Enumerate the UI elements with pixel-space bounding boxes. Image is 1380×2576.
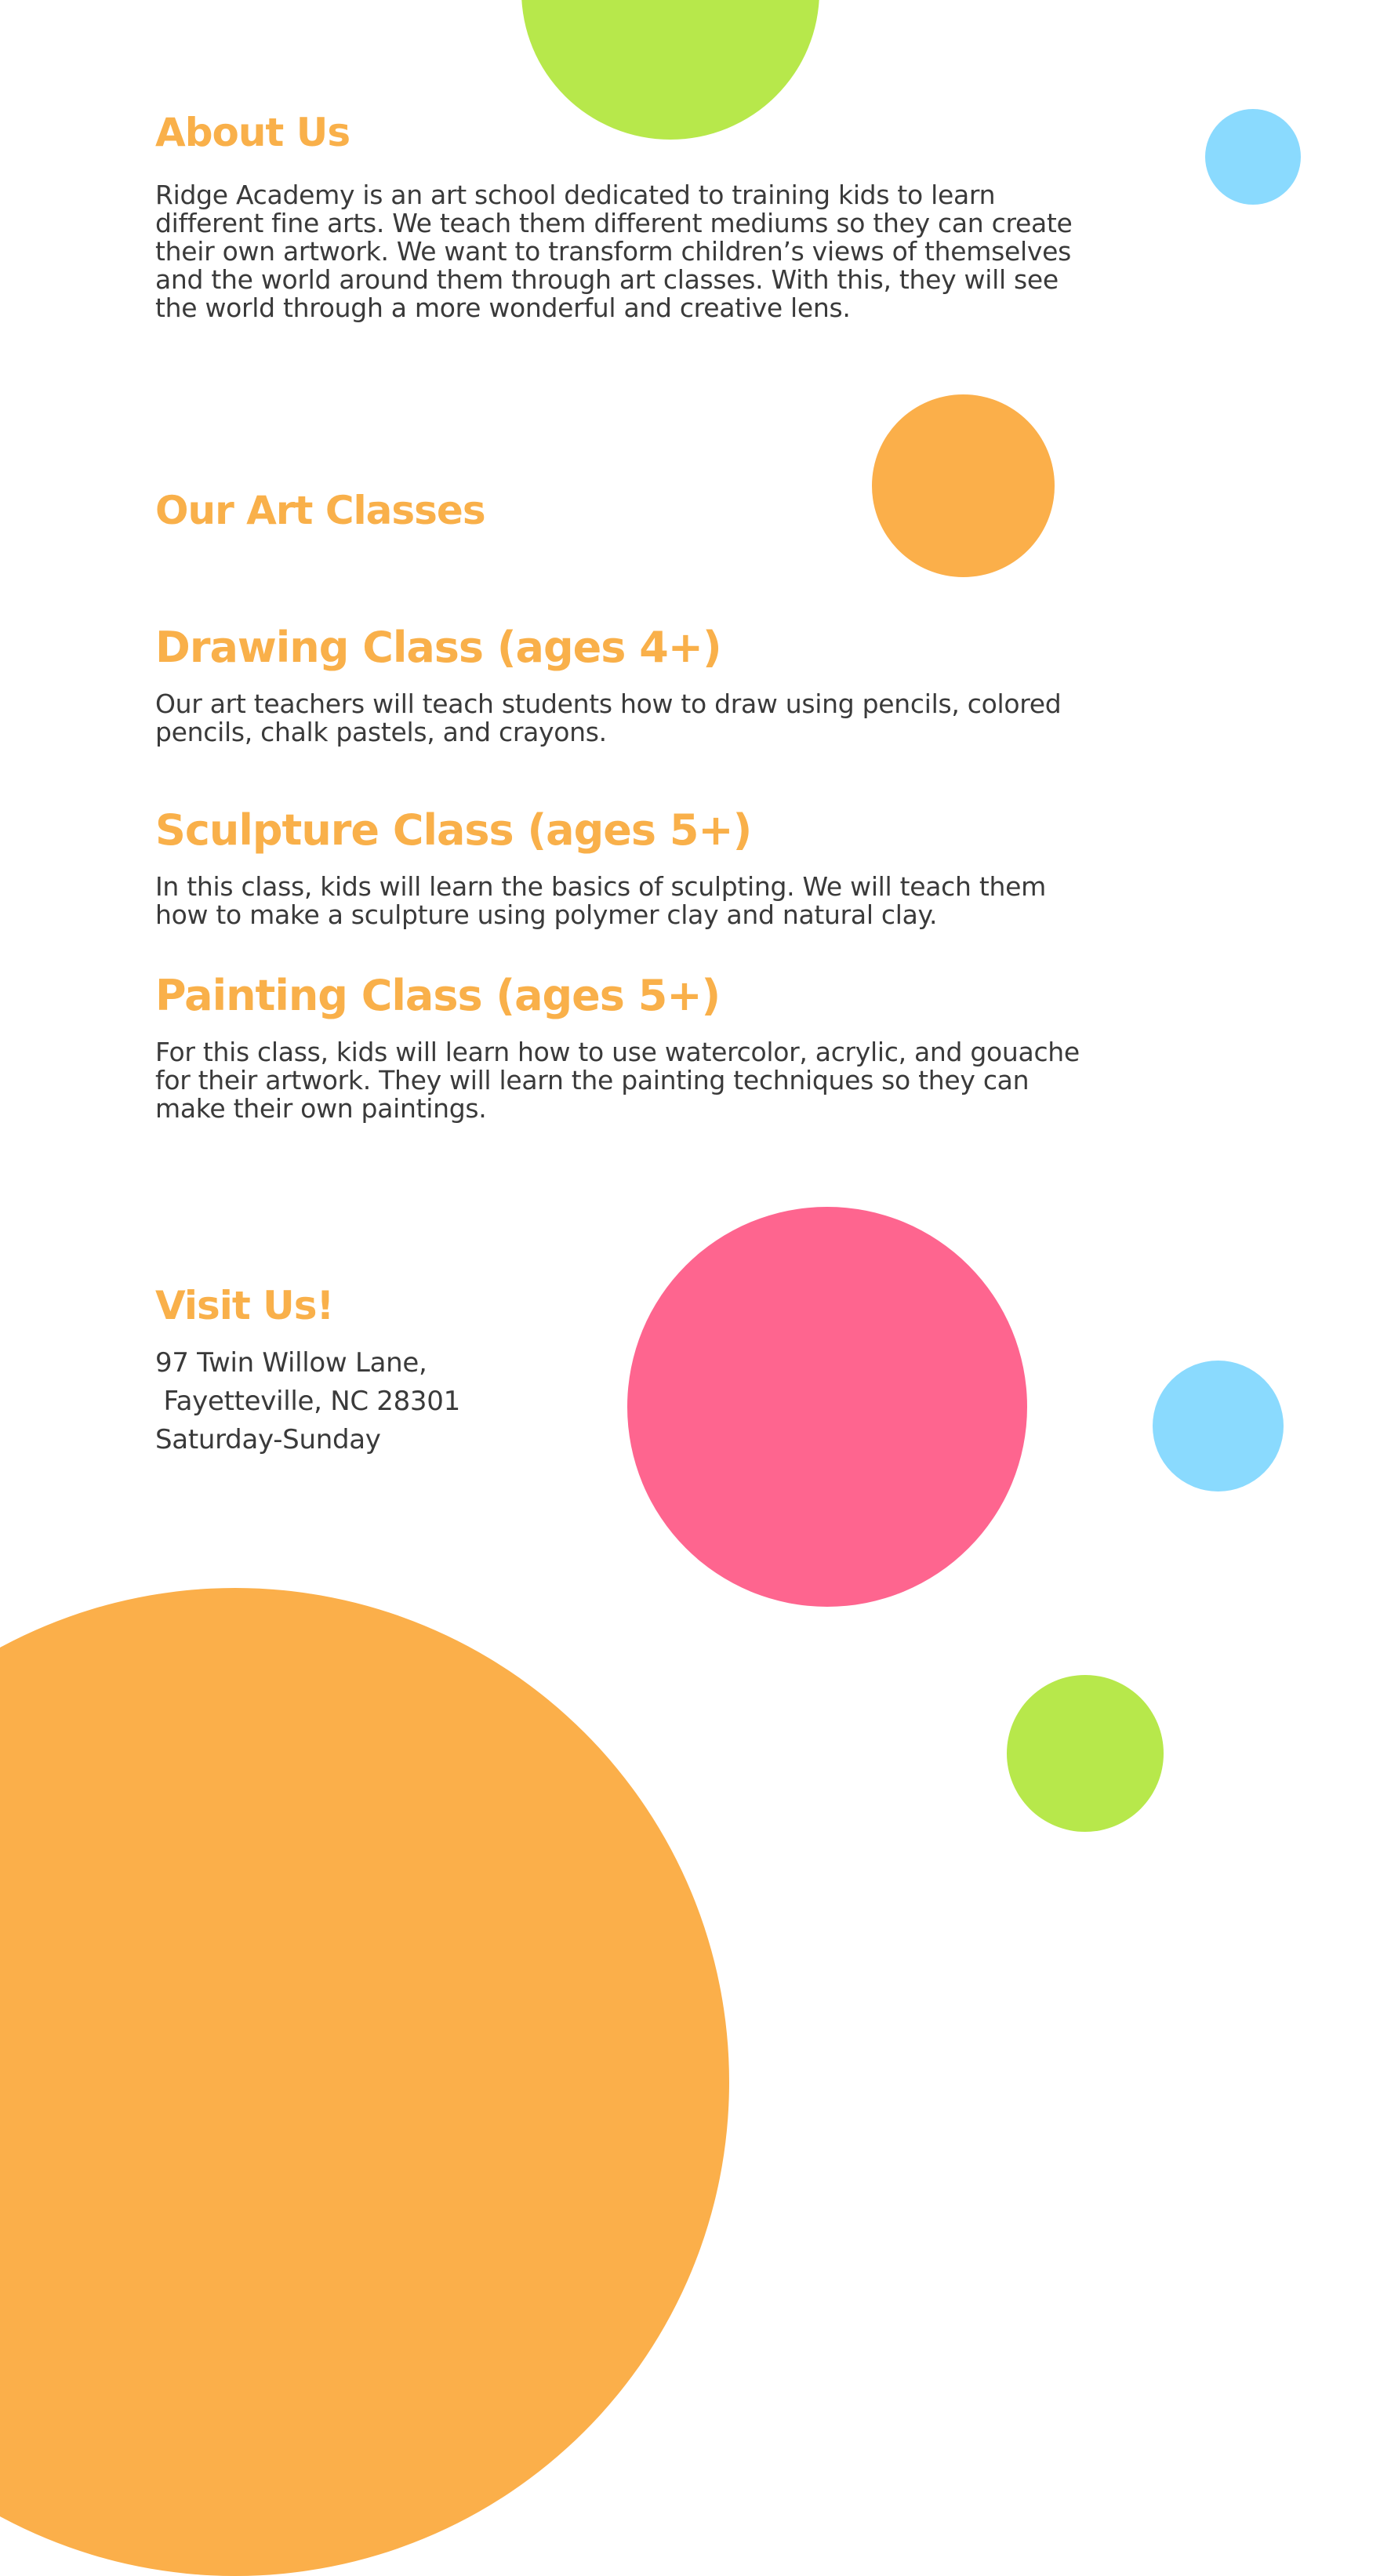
decorative-circle-blue-bottom (1153, 1361, 1284, 1491)
about-paragraph (155, 181, 1073, 322)
drawing-class-description (155, 690, 1061, 747)
address-street: 97 Twin Willow Lane, (155, 1347, 427, 1379)
decorative-circle-blue-top (1205, 109, 1301, 205)
sculpture-class-description (155, 873, 1046, 929)
about-line: their own artwork. We want to transform children’s views of themselves (155, 236, 1071, 267)
painting-class-description (155, 1038, 1080, 1123)
sculpture-line: how to make a sculpture using polymer clay and natural clay. (155, 899, 938, 930)
about-line: Ridge Academy is an art school dedicated to training kids to learn (155, 180, 996, 210)
decorative-circle-orange-large (0, 1588, 729, 2576)
painting-line: For this class, kids will learn how to use watercolor, acrylic, and gouache (155, 1037, 1080, 1067)
painting-line: for their artwork. They will learn the painting techniques so they can (155, 1065, 1030, 1095)
visit-details (155, 1344, 460, 1459)
about-heading: About Us (155, 110, 350, 155)
address-city: Fayetteville, NC 28301 (155, 1386, 460, 1417)
sculpture-class-title: Sculpture Class (ages 5+) (155, 805, 752, 855)
painting-line: make their own paintings. (155, 1093, 487, 1124)
decorative-circle-green-top (521, 0, 819, 140)
about-line: and the world around them through art classes. With this, they will see (155, 264, 1059, 295)
sculpture-line: In this class, kids will learn the basics of sculpting. We will teach them (155, 871, 1046, 902)
about-line: different fine arts. We teach them different mediums so they can create (155, 208, 1073, 238)
decorative-circle-orange-mid (872, 394, 1055, 577)
classes-heading: Our Art Classes (155, 488, 485, 533)
drawing-line: Our art teachers will teach students how to draw using pencils, colored (155, 689, 1062, 719)
visit-heading: Visit Us! (155, 1283, 334, 1328)
about-line: the world through a more wonderful and creative lens. (155, 292, 851, 323)
opening-days: Saturday-Sunday (155, 1424, 381, 1455)
painting-class-title: Painting Class (ages 5+) (155, 971, 721, 1020)
drawing-class-title: Drawing Class (ages 4+) (155, 623, 721, 672)
decorative-circle-pink (627, 1207, 1027, 1607)
drawing-line: pencils, chalk pastels, and crayons. (155, 717, 607, 747)
decorative-circle-green-bottom (1007, 1675, 1164, 1832)
